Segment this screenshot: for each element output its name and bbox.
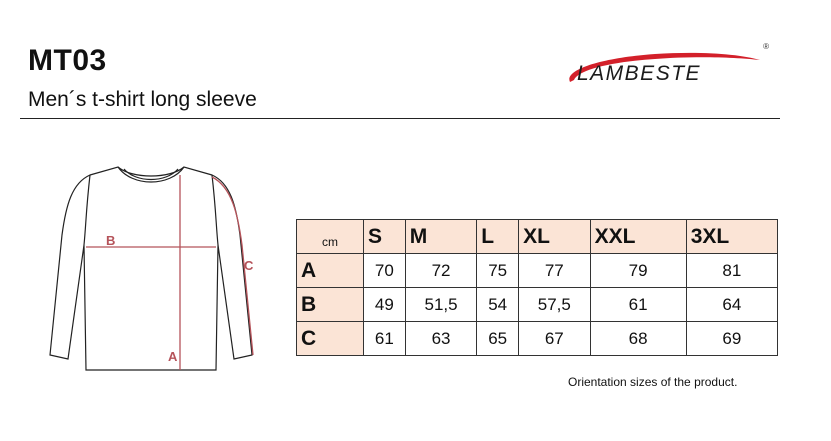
value-cell: 61	[590, 288, 686, 322]
size-header: XXL	[590, 220, 686, 254]
brand-logo	[560, 40, 775, 100]
value-cell: 69	[686, 322, 777, 356]
label-c: C	[244, 258, 254, 273]
registered-mark: ®	[763, 42, 769, 51]
row-label: C	[297, 322, 364, 356]
size-header-row	[297, 220, 778, 254]
table-row	[297, 254, 778, 288]
header-divider	[20, 118, 780, 119]
value-cell: 51,5	[405, 288, 477, 322]
size-header: 3XL	[686, 220, 777, 254]
size-header: S	[364, 220, 406, 254]
product-name: Men´s t-shirt long sleeve	[28, 88, 257, 111]
unit-cell: cm	[297, 220, 364, 254]
value-cell: 68	[590, 322, 686, 356]
footnote: Orientation sizes of the product.	[568, 375, 738, 389]
value-cell: 67	[519, 322, 591, 356]
value-cell: 72	[405, 254, 477, 288]
brand-wordmark: LAMBESTE	[577, 62, 702, 85]
size-table	[296, 219, 778, 356]
table-row	[297, 288, 778, 322]
value-cell: 57,5	[519, 288, 591, 322]
size-header: L	[477, 220, 519, 254]
value-cell: 77	[519, 254, 591, 288]
label-a: A	[168, 349, 178, 364]
value-cell: 54	[477, 288, 519, 322]
shirt-diagram	[40, 155, 270, 385]
row-label: B	[297, 288, 364, 322]
value-cell: 79	[590, 254, 686, 288]
size-header: M	[405, 220, 477, 254]
row-label: A	[297, 254, 364, 288]
value-cell: 61	[364, 322, 406, 356]
product-code: MT03	[28, 44, 107, 77]
value-cell: 64	[686, 288, 777, 322]
shirt-outline	[50, 167, 252, 370]
measure-lines	[86, 175, 253, 370]
value-cell: 75	[477, 254, 519, 288]
value-cell: 63	[405, 322, 477, 356]
value-cell: 70	[364, 254, 406, 288]
value-cell: 49	[364, 288, 406, 322]
size-header: XL	[519, 220, 591, 254]
table-row	[297, 322, 778, 356]
label-b: B	[106, 233, 116, 248]
value-cell: 65	[477, 322, 519, 356]
value-cell: 81	[686, 254, 777, 288]
